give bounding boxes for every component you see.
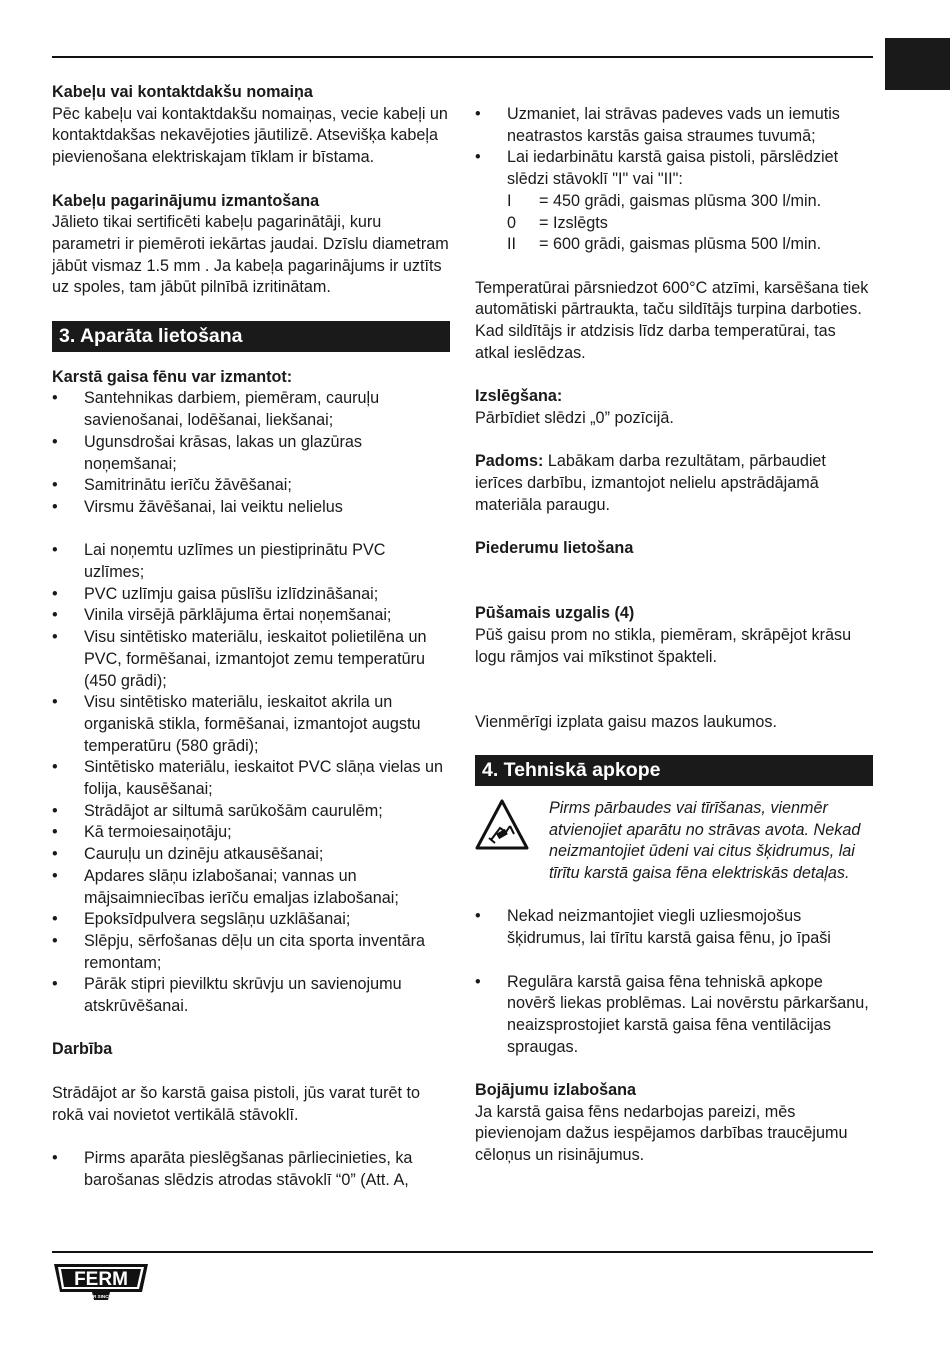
list-item: • Epoksīdpulvera segslāņu uzklāšanai; [52, 909, 450, 931]
off-title: Izslēgšana: [475, 387, 563, 406]
list-item: • Kā termoiesaiņotāju; [52, 822, 450, 844]
off-text: Pārbīdiet slēdzi „0” pozīcijā. [475, 408, 674, 427]
extension-title: Kabeļu pagarinājumu izmantošana [52, 191, 320, 210]
list-item: • Virsmu žāvēšanai, lai veiktu nelielus [52, 497, 450, 519]
list-item: • Visu sintētisko materiālu, ieskaitot polietilēna un PVC, formēšanai, izmantojot zemu temperatūru (450 grādi); [52, 627, 450, 692]
use-title: Karstā gaisa fēnu var izmantot: [52, 367, 293, 386]
list-item: • Ugunsdrošai krāsas, lakas un glazūras noņemšanai; [52, 432, 450, 475]
cable-text: Pēc kabeļu vai kontaktdakšu nomaiņas, vecie kabeļi un kontaktdakšas nekavējoties jāutilizē. Atsevišķa kabeļa pievienošana elektriskajam tīklam ir bīstama. [52, 104, 448, 167]
even-spread-text: Vienmērīgi izplata gaisu mazos laukumos. [475, 712, 778, 731]
temperature-text: Temperatūrai pārsniedzot 600°C atzīmi, karsēšana tiek automātiski pārtraukta, taču sildītājs turpina darboties. Kad sildītājs ir atdzisis līdz darba temperatūrai, tas atkal ieslēdzas. [475, 278, 869, 362]
maintenance-list-a [475, 906, 873, 949]
list-item: • Nekad neizmantojiet viegli uzliesmojošus šķidrumus, lai tīrītu karstā gaisa fēnu, jo īpaši [475, 906, 873, 949]
tip-text: Padoms: Labākam darba rezultātam, pārbaudiet ierīces darbību, izmantojot nelielu apstrādājamā materiāla paraugu. [475, 452, 826, 514]
list-item: • Slēpju, sērfošanas dēļu un cita sporta inventāra remontam; [52, 931, 450, 974]
setting-row: 0 = Izslēgts [507, 213, 608, 232]
operation-title: Darbība [52, 1040, 113, 1059]
fault-text: Ja karstā gaisa fēns nedarbojas pareizi, mēs pievienojam dažus iespējamos darbības traucējumu cēloņus un risinājumus. [475, 1102, 848, 1165]
right-column [475, 104, 873, 1167]
top-list [475, 104, 873, 191]
section-4-heading: 4. Tehniskā apkope [475, 755, 873, 786]
language-tab [885, 38, 950, 90]
list-item: • Regulāra karstā gaisa fēna tehniskā apkope novērš liekas problēmas. Lai novērstu pārkaršanu, neaizsprostojiet karstā gaisa fēna ventilācijas spraugas. [475, 972, 873, 1059]
operation-text: Strādājot ar šo karstā gaisa pistoli, jūs varat turēt to rokā vai novietot vertikālā stāvoklī. [52, 1083, 420, 1124]
setting-row: I = 450 grādi, gaismas plūsma 300 l/min. [507, 191, 822, 210]
extension-text: Jālieto tikai sertificēti kabeļu pagarinātāji, kuru parametri ir piemēroti iekārtas jaudai. Dzīslu diametram jābūt vismaz 1.5 mm . Ja kabeļa pagarinājums ir uztīts uz spoles, tam jābūt pilnībā izritinātam. [52, 213, 449, 297]
list-item: • Samitrinātu ierīču žāvēšanai; [52, 475, 450, 497]
bottom-rule [52, 1251, 873, 1253]
setting-row: II = 600 grādi, gaismas plūsma 500 l/min. [507, 235, 822, 254]
list-item: • Apdares slāņu izlabošanai; vannas un mājsaimniecības ierīču emaljas izlabošanai; [52, 866, 450, 909]
left-column [52, 82, 450, 1191]
use-list-b [52, 540, 450, 1017]
list-item: • Lai noņemtu uzlīmes un piestiprinātu PVC uzlīmes; [52, 540, 450, 583]
use-list-a [52, 388, 450, 518]
logo-brand: FERM [74, 1269, 128, 1290]
tip-label: Padoms: [475, 452, 544, 471]
ferm-logo [52, 1262, 150, 1306]
cable-title: Kabeļu vai kontaktdakšu nomaiņa [52, 83, 313, 101]
nozzle-text: Pūš gaisu prom no stikla, piemēram, skrāpējot krāsu logu rāmjos vai mīkstinot špakteli. [475, 625, 852, 666]
list-item: • Uzmaniet, lai strāvas padeves vads un iemutis neatrastos karstās gaisa straumes tuvumā; [475, 104, 873, 147]
warning-unplug-icon [475, 798, 549, 885]
list-item: • Pārāk stipri pievilktu skrūvju un savienojumu atskrūvēšanai. [52, 974, 450, 1017]
fault-title: Bojājumu izlabošana [475, 1081, 637, 1100]
nozzle-title: Pūšamais uzgalis (4) [475, 604, 635, 623]
section-3-heading: 3. Aparāta lietošana [52, 321, 450, 352]
list-item: • Cauruļu un dzinēju atkausēšanai; [52, 844, 450, 866]
list-item: • Visu sintētisko materiālu, ieskaitot akrila un organiskā stikla, formēšanai, izmantojot augstu temperatūru (580 grādi); [52, 692, 450, 757]
list-item: • Vinila virsējā pārklājuma ērtai noņemšanai; [52, 605, 450, 627]
warning-block [475, 798, 873, 885]
logo-tagline: POWER SINCE 1949 [78, 1294, 124, 1299]
top-rule [52, 56, 873, 58]
warning-text: Pirms pārbaudes vai tīrīšanas, vienmēr atvienojiet aparātu no strāvas avota. Nekad neizmantojiet ūdeni vai citus šķidrumus, lai tīrītu karstā gaisa fēna elektriskās detaļas. [549, 798, 861, 883]
operation-list [52, 1148, 450, 1191]
list-item: • Lai iedarbinātu karstā gaisa pistoli, pārslēdziet slēdzi stāvoklī "I" vai "II": [475, 147, 873, 190]
list-item: • PVC uzlīmju gaisa pūslīšu izlīdzināšanai; [52, 584, 450, 606]
switch-settings [475, 191, 873, 256]
list-item: • Strādājot ar siltumā sarūkošām caurulēm; [52, 801, 450, 823]
list-item: • Sintētisko materiālu, ieskaitot PVC slāņa vielas un folija, kausēšanai; [52, 757, 450, 800]
accessories-title: Piederumu lietošana [475, 539, 634, 557]
maintenance-list-b [475, 972, 873, 1059]
list-item: • Pirms aparāta pieslēgšanas pārliecinieties, ka barošanas slēdzis atrodas stāvoklī “0” (Att. A, [52, 1148, 450, 1191]
list-item: • Santehnikas darbiem, piemēram, cauruļu savienošanai, lodēšanai, liekšanai; [52, 388, 450, 431]
